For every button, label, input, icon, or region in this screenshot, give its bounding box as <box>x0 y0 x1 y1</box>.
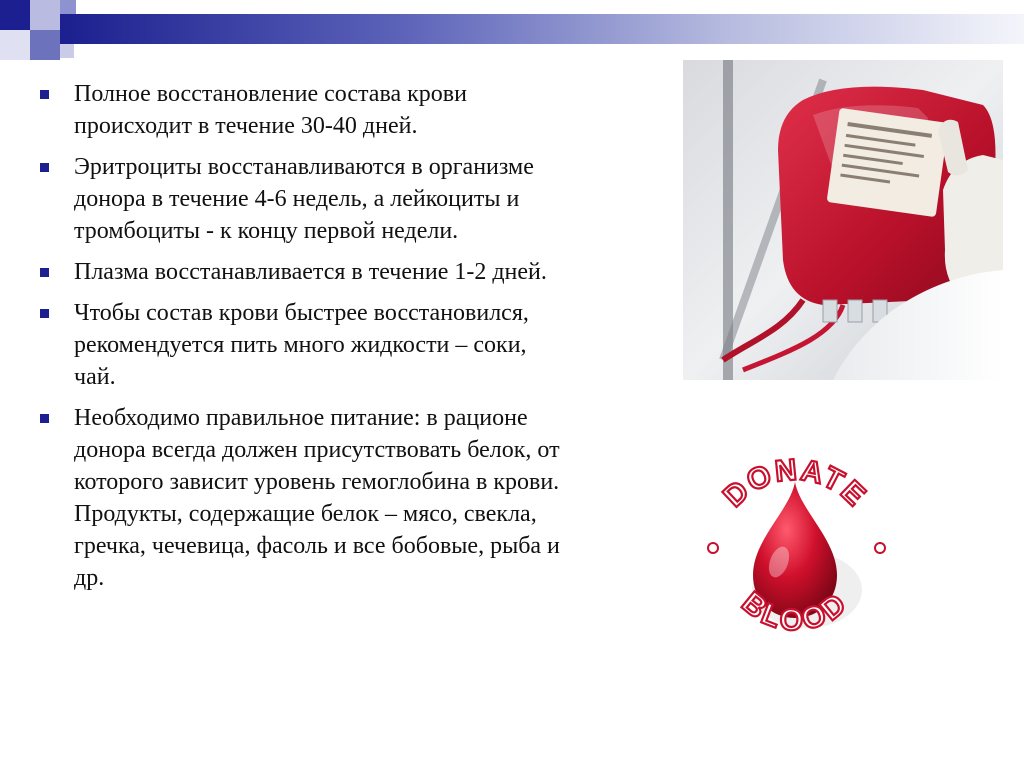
decor-square <box>30 0 60 30</box>
list-item <box>40 297 560 393</box>
decor-square <box>0 0 30 30</box>
decor-square <box>30 30 60 60</box>
list-item <box>40 256 560 288</box>
bullet-text: Полное восстановление состава крови происходит в течение 30-40 дней. <box>74 81 467 139</box>
list-item <box>40 78 560 142</box>
header-decoration <box>0 0 1024 64</box>
bullet-text: Чтобы состав крови быстрее восстановился, рекомендуется пить много жидкости – соки, чай. <box>74 300 529 390</box>
decor-square <box>60 0 76 14</box>
header-gradient-bar <box>60 14 1024 44</box>
bullet-square-icon <box>40 163 49 172</box>
blood-bag-photo <box>683 60 1003 380</box>
bullet-list <box>40 78 560 603</box>
bullet-square-icon <box>40 268 49 277</box>
logo-bottom-word: BLOOD <box>735 585 855 638</box>
bullet-text: Необходимо правильное питание: в рационе донора всегда должен присутствовать белок, от которого зависит уровень гемоглобина в крови. Продукты, содержащие белок – мясо, свекла, гречка, чечевица, фасоль и все бобовые, рыба и др. <box>74 405 560 591</box>
bullet-text: Плазма восстанавливается в течение 1-2 дней. <box>74 259 547 285</box>
bullet-square-icon <box>40 90 49 99</box>
bullet-square-icon <box>40 414 49 423</box>
bullet-text: Эритроциты восстанавливаются в организме донора в течение 4-6 недель, а лейкоциты и тромбоциты - к концу первой недели. <box>74 154 534 244</box>
donate-blood-logo <box>695 440 895 660</box>
logo-top-word: DONATE <box>717 453 873 514</box>
list-item <box>40 402 560 594</box>
list-item <box>40 151 560 247</box>
bullet-square-icon <box>40 309 49 318</box>
decor-square <box>60 44 74 58</box>
decor-square <box>0 30 30 60</box>
